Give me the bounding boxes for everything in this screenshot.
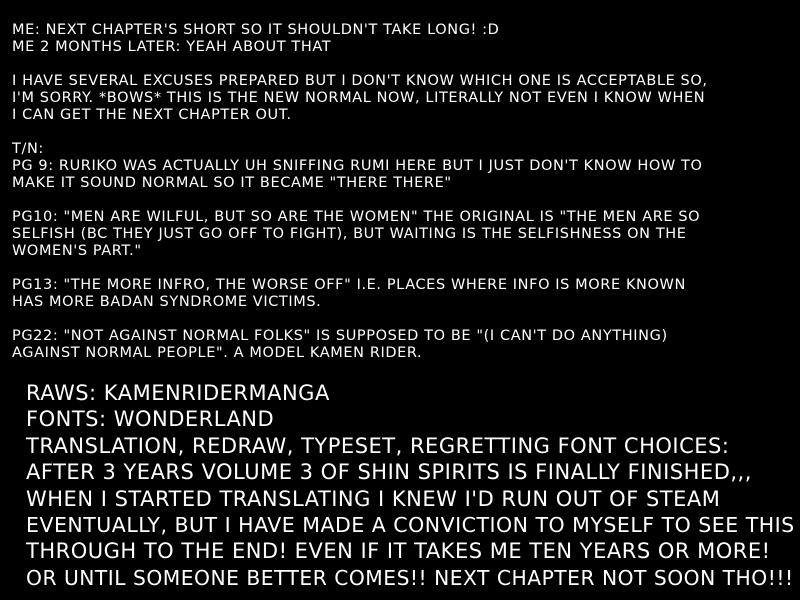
credit-message-line: THROUGH TO THE END! EVEN IF IT TAKES ME TEN YEARS OR MORE!	[26, 539, 771, 564]
note-line: HAS MORE BADAN SYNDROME VICTIMS.	[12, 294, 322, 310]
note-line: ME: NEXT CHAPTER'S SHORT SO IT SHOULDN'T TAKE LONG! :D	[12, 22, 500, 38]
note-line: PG22: "NOT AGAINST NORMAL FOLKS" IS SUPPOSED TO BE "(I CAN'T DO ANYTHING)	[12, 328, 668, 344]
tn-paragraph	[12, 141, 790, 192]
pg13-paragraph	[12, 277, 790, 311]
note-line: ME 2 MONTHS LATER: YEAH ABOUT THAT	[12, 39, 332, 55]
credit-roles: TRANSLATION, REDRAW, TYPESET, REGRETTING FONT CHOICES:	[26, 433, 730, 458]
note-line: AGAINST NORMAL PEOPLE". A MODEL KAMEN RIDER.	[12, 345, 423, 361]
note-line: PG10: "MEN ARE WILFUL, BUT SO ARE THE WOMEN" THE ORIGINAL IS "THE MEN ARE SO	[12, 209, 701, 225]
intro-paragraph	[12, 22, 790, 56]
credit-message-line: AFTER 3 YEARS VOLUME 3 OF SHIN SPIRITS IS FINALLY FINISHED,,,	[26, 460, 752, 485]
note-line: WOMEN'S PART."	[12, 243, 142, 259]
credit-fonts: FONTS: WONDERLAND	[26, 407, 275, 432]
note-line: I HAVE SEVERAL EXCUSES PREPARED BUT I DON'T KNOW WHICH ONE IS ACCEPTABLE SO,	[12, 73, 708, 89]
note-line: SELFISH (BC THEY JUST GO OFF TO FIGHT), BUT WAITING IS THE SELFISHNESS ON THE	[12, 226, 687, 242]
note-line: PG13: "THE MORE INFRO, THE WORSE OFF" I.E. PLACES WHERE INFO IS MORE KNOWN	[12, 277, 686, 293]
credit-message-line: EVENTUALLY, BUT I HAVE MADE A CONVICTION TO MYSELF TO SEE THIS	[26, 513, 795, 538]
author-notes	[12, 22, 790, 379]
credits-block	[26, 380, 796, 591]
pg10-paragraph	[12, 209, 790, 260]
credit-raws: RAWS: KAMENRIDERMANGA	[26, 381, 330, 405]
note-line: I'M SORRY. *BOWS* THIS IS THE NEW NORMAL NOW, LITERALLY NOT EVEN I KNOW WHEN	[12, 90, 706, 106]
credit-message-line: OR UNTIL SOMEONE BETTER COMES!! NEXT CHAPTER NOT SOON THO!!!	[26, 565, 794, 590]
credit-message-line: WHEN I STARTED TRANSLATING I KNEW I'D RUN OUT OF STEAM	[26, 486, 721, 511]
pg22-paragraph	[12, 328, 790, 362]
apology-paragraph	[12, 73, 790, 124]
note-line: PG 9: RURIKO WAS ACTUALLY UH SNIFFING RUMI HERE BUT I JUST DON'T KNOW HOW TO	[12, 158, 703, 174]
note-line: I CAN GET THE NEXT CHAPTER OUT.	[12, 107, 292, 123]
tn-heading: T/N:	[12, 141, 44, 157]
note-line: MAKE IT SOUND NORMAL SO IT BECAME "THERE THERE"	[12, 175, 452, 191]
